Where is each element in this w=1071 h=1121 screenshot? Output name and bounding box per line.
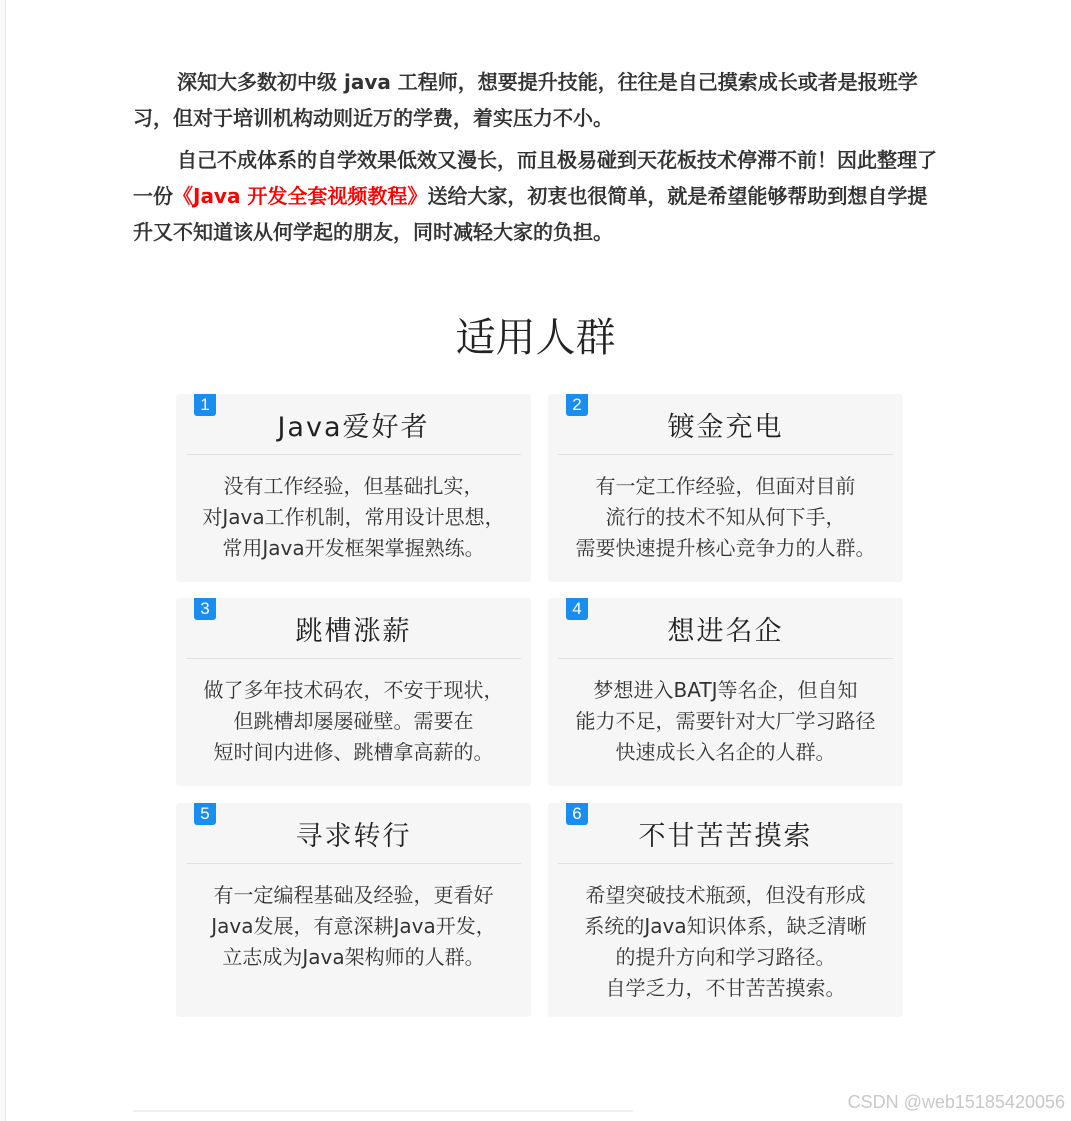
audience-card bbox=[176, 394, 531, 582]
left-border bbox=[0, 0, 6, 1121]
card-line: 自学乏力，不甘苦苦摸索。 bbox=[605, 976, 846, 1000]
card-line: 短时间内进修、跳槽拿高薪的。 bbox=[213, 740, 494, 764]
card-title: 镀金充电 bbox=[558, 408, 893, 455]
card-line: 的提升方向和学习路径。 bbox=[615, 945, 836, 969]
card-title: 跳槽涨薪 bbox=[186, 612, 521, 659]
card-line: 梦想进入BATJ等名企，但自知 bbox=[593, 678, 858, 702]
audience-card bbox=[548, 394, 903, 582]
intro-paragraph-1: 深知大多数初中级 java 工程师，想要提升技能，往往是自己摸索成长或者是报班学习，但对于培训机构动则近万的学费，着实压力不小。 bbox=[133, 70, 918, 130]
card-line: 但跳槽却屡屡碰壁。需要在 bbox=[233, 709, 474, 733]
audience-card bbox=[548, 803, 903, 1017]
audience-card bbox=[176, 803, 531, 1017]
card-line: 需要快速提升核心竞争力的人群。 bbox=[575, 536, 876, 560]
card-description bbox=[548, 455, 903, 564]
card-line: 对Java工作机制，常用设计思想， bbox=[202, 505, 505, 529]
card-description bbox=[548, 864, 903, 1004]
section-title: 适用人群 bbox=[455, 315, 616, 361]
card-line: 能力不足，需要针对大厂学习路径 bbox=[575, 709, 876, 733]
intro-text-a: 自己不成体系的自学效果低效又漫长，而且极易碰到天花板技术停滞不前！因此整理了一份 bbox=[133, 148, 937, 208]
number-badge: 3 bbox=[194, 598, 216, 620]
card-line: 快速成长入名企的人群。 bbox=[615, 740, 836, 764]
card-line: 常用Java开发框架掌握熟练。 bbox=[222, 536, 485, 560]
audience-card bbox=[548, 598, 903, 786]
card-title: Java爱好者 bbox=[186, 408, 521, 455]
card-line: 立志成为Java架构师的人群。 bbox=[222, 945, 485, 969]
divider bbox=[133, 1110, 633, 1112]
card-description bbox=[548, 659, 903, 768]
card-title: 不甘苦苦摸索 bbox=[558, 817, 893, 864]
card-line: Java发展，有意深耕Java开发， bbox=[211, 914, 496, 938]
card-title: 想进名企 bbox=[558, 612, 893, 659]
card-line: 没有工作经验，但基础扎实， bbox=[223, 474, 484, 498]
number-badge: 5 bbox=[194, 803, 216, 825]
number-badge: 1 bbox=[194, 394, 216, 416]
intro-text-b: 送给大家，初衷也很简单，就是希望能够帮助到想自学提升又不知道该从何学起的朋友，同时减轻大家的负担。 bbox=[133, 184, 928, 244]
intro-text bbox=[133, 64, 945, 256]
card-description bbox=[176, 864, 531, 973]
number-badge: 6 bbox=[566, 803, 588, 825]
audience-card bbox=[176, 598, 531, 786]
card-description bbox=[176, 455, 531, 564]
number-badge: 4 bbox=[566, 598, 588, 620]
card-line: 希望突破技术瓶颈，但没有形成 bbox=[585, 883, 866, 907]
card-description bbox=[176, 659, 531, 768]
card-line: 做了多年技术码农，不安于现状， bbox=[203, 678, 504, 702]
card-line: 系统的Java知识体系，缺乏清晰 bbox=[584, 914, 867, 938]
course-title-highlight: 《Java 开发全套视频教程》 bbox=[173, 184, 428, 208]
number-badge: 2 bbox=[566, 394, 588, 416]
watermark: CSDN @web15185420056 bbox=[847, 1092, 1065, 1112]
intro-paragraph-2 bbox=[133, 142, 945, 250]
card-line: 有一定工作经验，但面对目前 bbox=[595, 474, 856, 498]
card-line: 流行的技术不知从何下手， bbox=[605, 505, 846, 529]
card-title: 寻求转行 bbox=[186, 817, 521, 864]
card-line: 有一定编程基础及经验，更看好 bbox=[213, 883, 494, 907]
